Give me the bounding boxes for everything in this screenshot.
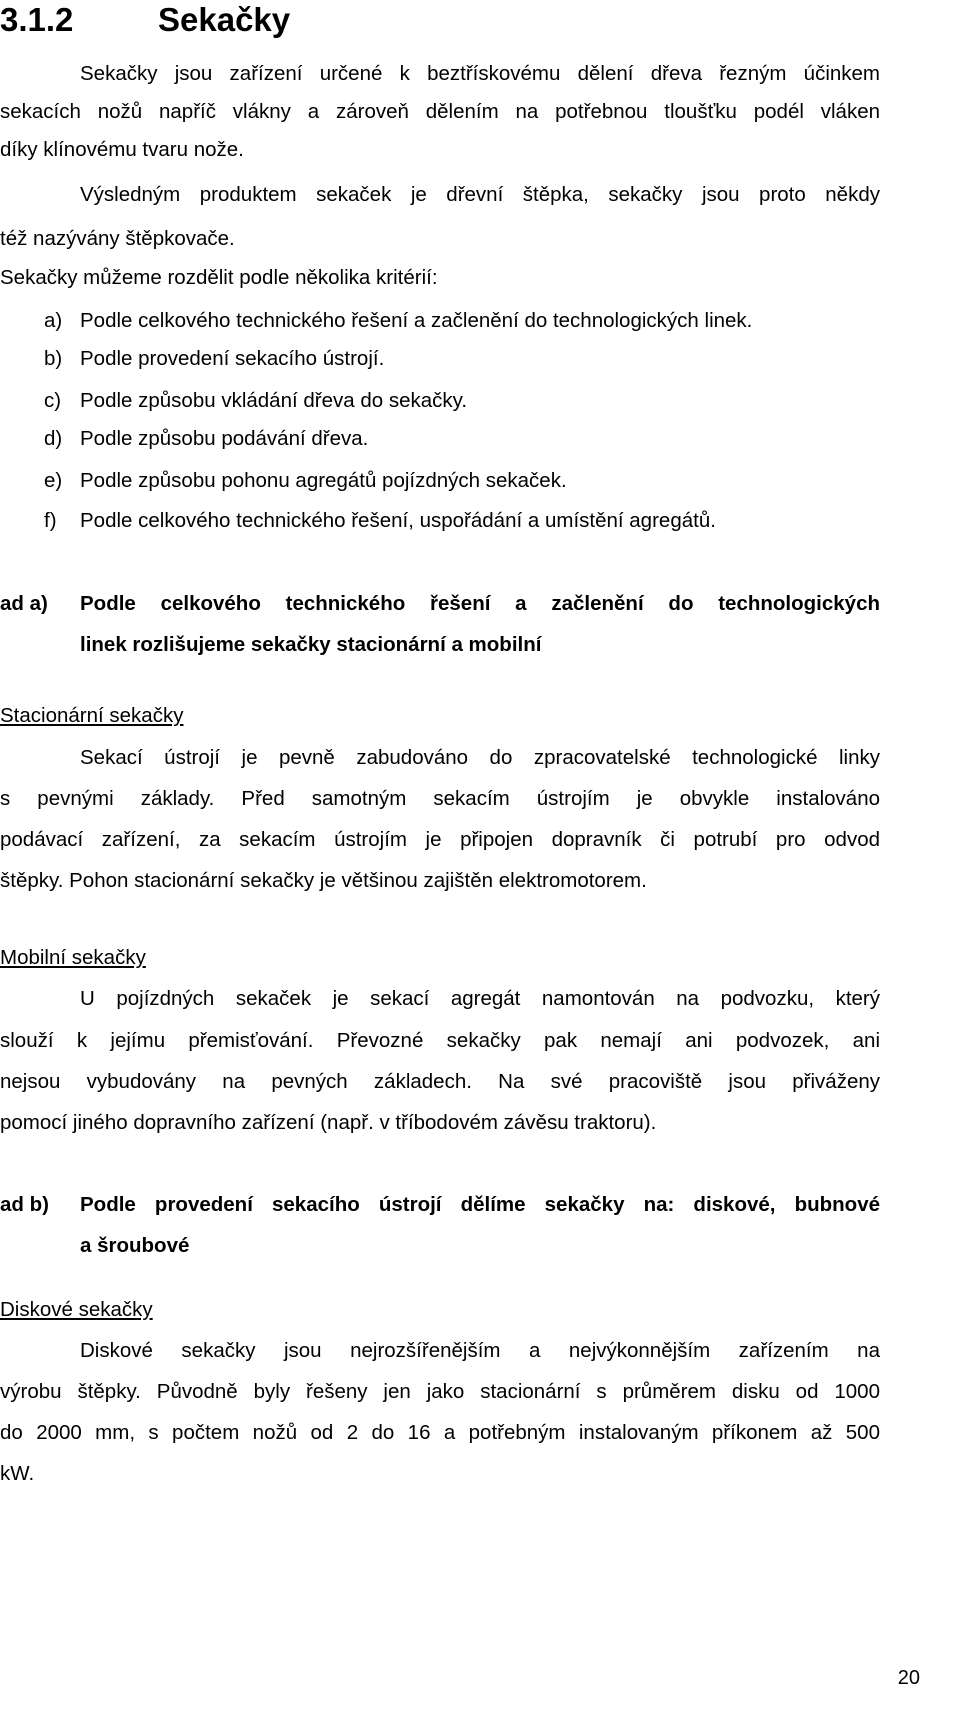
body-line: s pevnými základy. Před samotným sekacím ústrojím je obvykle instalováno bbox=[0, 787, 880, 810]
intro-line: díky klínovému tvaru nože. bbox=[0, 138, 244, 161]
body-line: štěpky. Pohon stacionární sekačky je většinou zajištěn elektromotorem. bbox=[0, 869, 647, 892]
list-item-text: Podle způsobu podávání dřeva. bbox=[80, 427, 369, 450]
section-title: Sekačky bbox=[158, 1, 291, 38]
list-marker: c) bbox=[44, 389, 62, 412]
body-line: nejsou vybudovány na pevných základech. Na své pracoviště jsou přiváženy bbox=[0, 1070, 880, 1093]
body-line: podávací zařízení, za sekacím ústrojím je připojen dopravník či potrubí pro odvod bbox=[0, 828, 880, 851]
body-line: výrobu štěpky. Původně byly řešeny jen jako stacionární s průměrem disku od 1000 bbox=[0, 1380, 880, 1403]
intro-line: sekacích nožů napříč vlákny a zároveň dělením na potřebnou tloušťku podél vláken bbox=[0, 100, 880, 123]
mobile-title: Mobilní sekačky bbox=[0, 946, 146, 969]
list-item-text: Podle provedení sekacího ústrojí. bbox=[80, 347, 385, 370]
list-item-text: Podle způsobu vkládání dřeva do sekačky. bbox=[80, 389, 468, 412]
body-line: U pojízdných sekaček je sekací agregát namontován na podvozku, který bbox=[80, 987, 880, 1010]
list-marker: b) bbox=[44, 347, 63, 370]
intro-line: též nazývány štěpkovače. bbox=[0, 227, 235, 250]
subsection-marker: ad b) bbox=[0, 1193, 49, 1216]
subsection-marker: ad a) bbox=[0, 592, 48, 615]
list-marker: a) bbox=[44, 309, 63, 332]
stationary-title: Stacionární sekačky bbox=[0, 704, 184, 727]
subsection-heading-text: Podle provedení sekacího ústrojí dělíme sekačky na: diskové, bubnové bbox=[80, 1193, 880, 1216]
body-line: slouží k jejímu přemisťování. Převozné sekačky pak nemají ani podvozek, ani bbox=[0, 1029, 880, 1052]
section-number: 3.1.2 bbox=[0, 1, 74, 38]
body-line: pomocí jiného dopravního zařízení (např. v tříbodovém závěsu traktoru). bbox=[0, 1111, 657, 1134]
intro-line: Výsledným produktem sekaček je dřevní štěpka, sekačky jsou proto někdy bbox=[80, 183, 880, 206]
list-item-text: Podle způsobu pohonu agregátů pojízdných sekaček. bbox=[80, 469, 567, 492]
disc-title: Diskové sekačky bbox=[0, 1298, 153, 1321]
page-number: 20 bbox=[897, 1667, 920, 1689]
intro-line: Sekačky jsou zařízení určené k beztřískovému dělení dřeva řezným účinkem bbox=[80, 62, 880, 85]
section-heading bbox=[0, 0, 290, 42]
subsection-heading-text: a šroubové bbox=[80, 1234, 190, 1257]
list-item-text: Podle celkového technického řešení, uspořádání a umístění agregátů. bbox=[80, 509, 716, 532]
list-marker: e) bbox=[44, 469, 63, 492]
list-marker: f) bbox=[44, 509, 57, 532]
body-line: kW. bbox=[0, 1462, 35, 1485]
body-line: Diskové sekačky jsou nejrozšířenějším a nejvýkonnějším zařízením na bbox=[80, 1339, 880, 1362]
body-line: do 2000 mm, s počtem nožů od 2 do 16 a potřebným instalovaným příkonem až 500 bbox=[0, 1421, 880, 1444]
subsection-heading-text: Podle celkového technického řešení a začlenění do technologických bbox=[80, 592, 880, 615]
list-item-text: Podle celkového technického řešení a začlenění do technologických linek. bbox=[80, 309, 753, 332]
subsection-heading-text: linek rozlišujeme sekačky stacionární a mobilní bbox=[80, 633, 542, 656]
body-line: Sekací ústrojí je pevně zabudováno do zpracovatelské technologické linky bbox=[80, 746, 880, 769]
criteria-intro: Sekačky můžeme rozdělit podle několika kritérií: bbox=[0, 266, 438, 289]
list-marker: d) bbox=[44, 427, 63, 450]
